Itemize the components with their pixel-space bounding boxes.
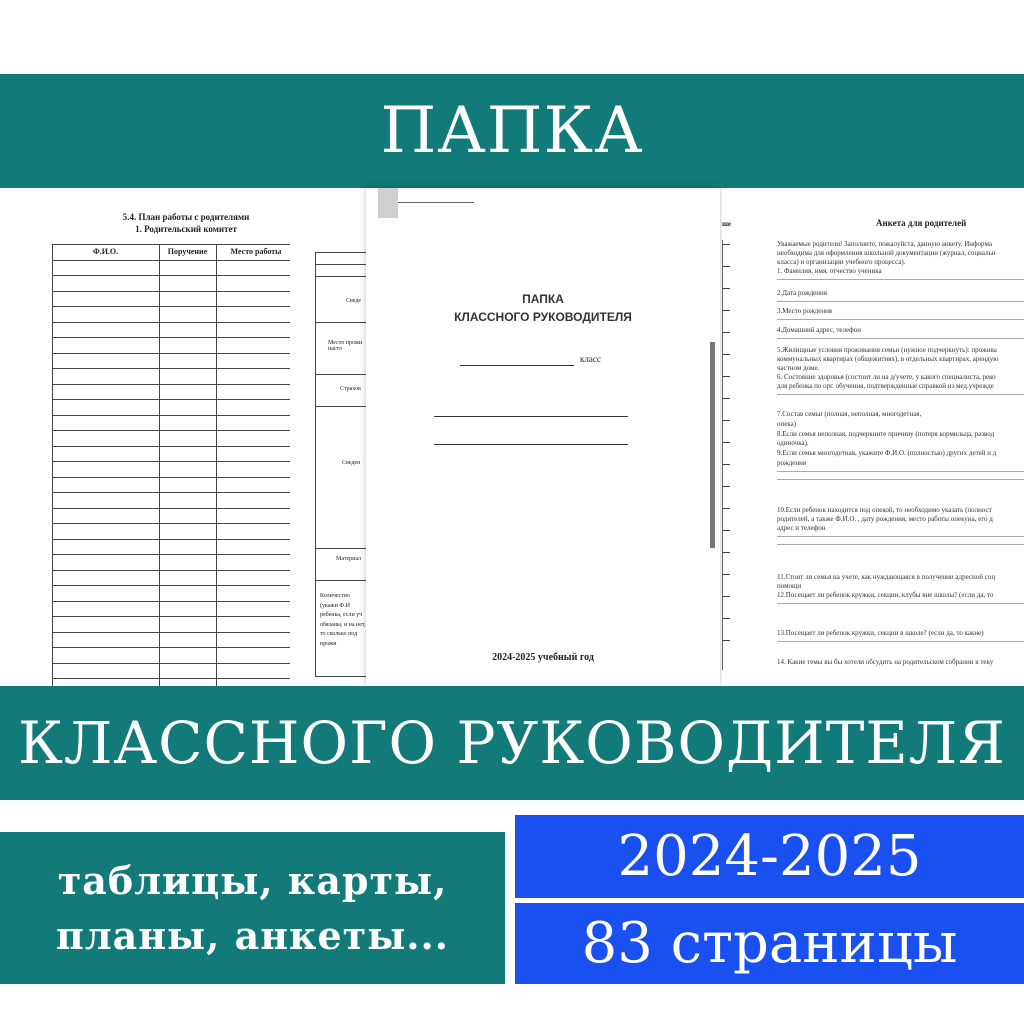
questionnaire-line: 14. Какие темы вы бы хотели обсудить на родительском собрании в теку [777,658,994,666]
answer-line [777,603,1024,604]
table-row-line [52,446,290,447]
answer-line [777,279,1024,280]
questionnaire-line: для ребенка по орг. обучения, подтвержденные справкой из мед.учрежде [777,382,994,390]
form-line [722,288,730,289]
table-row-line [52,322,290,323]
table-row-line [52,663,290,664]
table-row-line [52,492,290,493]
doc-subheading: 1. Родительский комитет [135,224,237,234]
table-row-line [52,244,290,245]
form-line [722,442,730,443]
edge-label: ше [722,220,732,228]
questionnaire-line: родителей, а также Ф.И.О. , дату рождения, место работы опекуна, его д [777,515,993,523]
form-line [722,310,730,311]
table-row-line [52,399,290,400]
table-row-line [52,647,290,648]
questionnaire-line: 13.Посещает ли ребенок кружки, секции в школе? (если да, то какие) [777,629,984,637]
page-fold [378,188,398,218]
answer-line [777,479,1024,480]
page-count-badge [515,903,1024,984]
questionnaire-line: 1. Фамилия, имя, отчество ученика [777,267,882,275]
document-preview-student-card [312,188,368,686]
row-label: Страхов [340,386,361,392]
table-row-line [52,508,290,509]
table-row-line [52,539,290,540]
answer-line [777,319,1024,320]
row-label: Место прожи насто [328,340,363,352]
title-text: ПАПКА [380,94,644,168]
answer-line [777,471,1024,472]
questionnaire-line: класса) и организации учебного процесса). [777,258,906,266]
table-row-line [52,306,290,307]
subtitle-text: КЛАССНОГО РУКОВОДИТЕЛЯ [17,709,1007,777]
form-line [722,640,730,641]
questionnaire-line: коммунальных квартирах (общежитиях), в отдельных квартирах, арендую [777,355,999,363]
years-text: 2024-2025 [617,824,922,889]
table-row-line [52,337,290,338]
table-row-line [52,415,290,416]
questionnaire-line: 4.Домашний адрес, телефон [777,326,861,334]
cover-title: ПАПКА [522,292,564,306]
questionnaire-line: одиночка). [777,439,809,447]
questionnaire-line: 3.Место рождения [777,307,833,315]
questionnaire-line: 9.Если семья многодетная, укажите Ф.И.О. (полностью) других детей и д [777,449,997,457]
document-preview-parents-plan [0,188,290,686]
content-tags-panel [0,832,505,984]
questionnaire-line: частном доме. [777,364,820,372]
answer-line [777,394,1024,395]
table-row-line [52,554,290,555]
tags-line: таблицы, карты, [57,857,448,903]
subtitle-banner [0,686,1024,800]
form-line [722,574,730,575]
table-row-line [52,291,290,292]
table-row-line [52,523,290,524]
answer-line [777,338,1024,339]
form-line [722,398,730,399]
table-row-line [52,260,290,261]
questionnaire-line: 5.Жилищные условия проживания семьи (нужное подчеркнуть): прожива [777,346,997,354]
column-header: Ф.И.О. [92,247,119,256]
class-label: класс [580,354,601,364]
questionnaire-line: 2.Дата рождения [777,289,827,297]
years-badge [515,815,1024,898]
questionnaire-line: Уважаемые родители! Заполните, пожалуйста, данную анкету. Информа [777,240,992,248]
column-header: Поручение [167,247,208,256]
answer-line [777,536,1024,537]
form-line [722,332,730,333]
form-line [722,618,730,619]
questionnaire-line: 11.Стоит ли семья на учете, как нуждающаяся в получении адресной соц [777,573,996,581]
form-line [722,266,730,267]
form-line [722,596,730,597]
questionnaire-line: необходима для оформления школьной документации (журнал, социальн [777,249,996,257]
form-line [722,376,730,377]
questionnaire-line: опека) [777,420,797,428]
questionnaire-line: 10.Если ребенок находится под опекой, то необходимо указать (полност [777,506,992,514]
questionnaire-line: помощи [777,582,802,590]
column-header: Место работы [230,247,282,256]
table-row-line [52,616,290,617]
answer-line [777,544,1024,545]
questionnaire-line: 6. Состояние здоровья (состоит ли на д/учете, у какого специалиста, реко [777,373,996,381]
row-label: Сведен [342,460,361,466]
document-preview-questionnaire [722,188,1024,686]
form-line [722,464,730,465]
form-line [722,354,730,355]
title-banner [0,74,1024,188]
page-count-text: 83 страницы [581,911,958,976]
questionnaire-line: адрес и телефон [777,524,826,532]
questionnaire-line: 12.Посещает ли ребенок кружки, секции, клубы вне школы? (если да, то [777,591,994,599]
table-row-line [52,353,290,354]
form-line [722,552,730,553]
table-row-line [52,275,290,276]
row-label: Количество (укажи Ф.И ребенка, если уч обязаны, и на нет, то сколько под прожи [320,593,366,647]
row-label: Материал [336,556,362,562]
cover-subtitle: КЛАССНОГО РУКОВОДИТЕЛЯ [454,310,632,324]
form-line [722,420,730,421]
document-preview-cover [366,188,720,686]
table-row-line [52,601,290,602]
table-row-line [52,585,290,586]
table-row-line [52,384,290,385]
form-line [722,244,730,245]
table-row-line [52,632,290,633]
tags-line: планы, анкеты... [56,913,449,958]
answer-line [777,641,1024,642]
form-line [722,530,730,531]
table-row-line [52,678,290,679]
row-label: Сведе [346,298,362,304]
scrollbar [710,342,715,548]
questionnaire-title: Анкета для родителей [876,218,967,228]
table-row-line [52,477,290,478]
table-row-line [52,570,290,571]
form-line [722,486,730,487]
doc-heading: 5.4. План работы с родителями [122,212,250,222]
form-line [722,508,730,509]
school-year: 2024-2025 учебный год [492,652,594,663]
table-row-line [52,461,290,462]
questionnaire-line: рождения [777,459,807,467]
table-row-line [52,368,290,369]
questionnaire-line: 7.Состав семьи (полная, неполная, многодетная, [777,410,922,418]
questionnaire-line: 8.Если семья неполная, подчеркните причину (потеря кормильца, развод [777,430,995,438]
table-row-line [52,430,290,431]
answer-line [777,301,1024,302]
